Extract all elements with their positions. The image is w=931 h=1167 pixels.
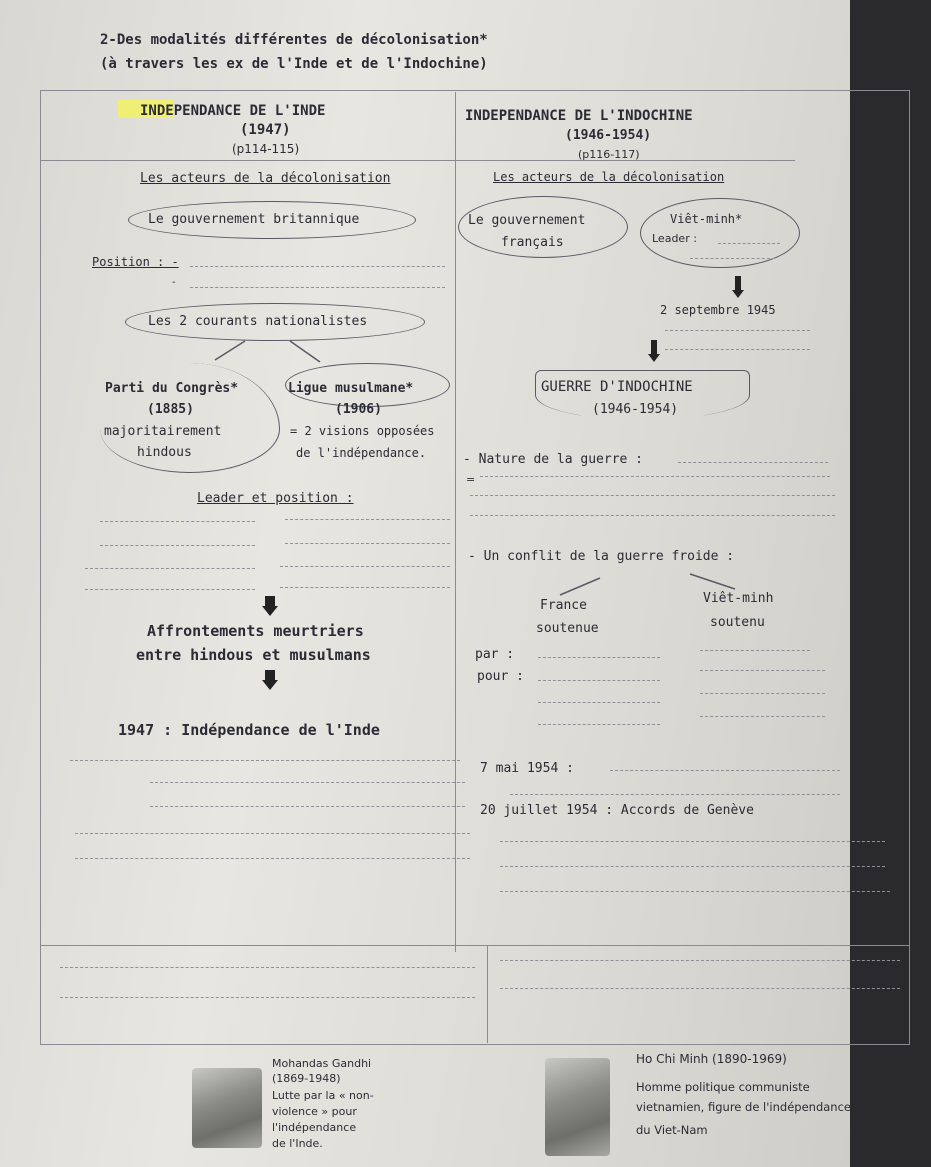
arrow-down-icon bbox=[732, 276, 744, 300]
blank-line bbox=[85, 568, 255, 569]
inde-congres-line3: majoritairement bbox=[104, 424, 222, 439]
blank-line bbox=[500, 988, 900, 989]
inde-position-label: Position : - bbox=[92, 255, 179, 269]
inde-congres-line2: (1885) bbox=[147, 402, 194, 417]
indochine-nature-label: - Nature de la guerre : bbox=[463, 452, 644, 467]
inde-year: (1947) bbox=[240, 122, 291, 138]
blank-line bbox=[610, 770, 840, 771]
indochine-gouv-line1: Le gouvernement bbox=[468, 213, 586, 228]
indochine-juillet-1954: 20 juillet 1954 : Accords de Genève bbox=[480, 803, 754, 818]
blank-line bbox=[75, 858, 470, 859]
blank-line bbox=[538, 680, 660, 681]
blank-line bbox=[700, 693, 825, 694]
indochine-mai-1954: 7 mai 1954 : bbox=[480, 761, 574, 776]
inde-ligue-line3: = 2 visions opposées bbox=[290, 424, 435, 438]
blank-line bbox=[60, 967, 475, 968]
indochine-par-label: par : bbox=[475, 647, 515, 662]
indochine-conflit-label: - Un conflit de la guerre froide : bbox=[468, 549, 735, 564]
blank-line bbox=[500, 866, 885, 867]
blank-line bbox=[150, 806, 465, 807]
indochine-date-1945: 2 septembre 1945 bbox=[660, 303, 776, 317]
hochiminh-line1: Ho Chi Minh (1890-1969) bbox=[636, 1052, 787, 1066]
inde-independance: 1947 : Indépendance de l'Inde bbox=[118, 721, 380, 739]
hochiminh-line2: Homme politique communiste bbox=[636, 1080, 810, 1094]
worksheet-title: 2-Des modalités différentes de décolonisation* bbox=[100, 32, 488, 48]
gandhi-portrait bbox=[192, 1068, 262, 1148]
blank-line bbox=[75, 833, 470, 834]
blank-line bbox=[85, 589, 255, 590]
indochine-guerre-line1: GUERRE D'INDOCHINE bbox=[541, 379, 693, 395]
indochine-france: France bbox=[540, 598, 587, 613]
blank-line bbox=[538, 657, 660, 658]
blank-line bbox=[150, 782, 465, 783]
blank-line bbox=[285, 543, 450, 544]
inde-ligue-line1: Ligue musulmane* bbox=[288, 381, 414, 396]
gandhi-line3: Lutte par la « non- bbox=[272, 1089, 374, 1102]
gandhi-line1: Mohandas Gandhi bbox=[272, 1057, 372, 1070]
blank-line bbox=[70, 760, 460, 761]
blank-line bbox=[500, 960, 900, 961]
inde-gouvernement: Le gouvernement britannique bbox=[148, 212, 360, 227]
indochine-leader-label: Leader : bbox=[652, 232, 697, 245]
blank-line bbox=[500, 841, 885, 842]
gandhi-line6: de l'Inde. bbox=[272, 1137, 323, 1150]
inde-ligue-line4: de l'indépendance. bbox=[296, 446, 427, 460]
blank-line bbox=[480, 476, 830, 477]
inde-acteurs-heading: Les acteurs de la décolonisation bbox=[140, 171, 391, 186]
hochiminh-line4: du Viet-Nam bbox=[636, 1123, 708, 1137]
inde-congres-line1: Parti du Congrès* bbox=[105, 381, 239, 396]
indochine-year: (1946-1954) bbox=[565, 128, 652, 143]
blank-line bbox=[500, 891, 890, 892]
inde-courants: Les 2 courants nationalistes bbox=[148, 314, 368, 329]
hochiminh-line3: vietnamien, figure de l'indépendance bbox=[636, 1100, 851, 1114]
inde-leader-label: Leader et position : bbox=[197, 491, 354, 506]
inde-affrontements-line2: entre hindous et musulmans bbox=[136, 646, 371, 664]
blank-line bbox=[665, 330, 810, 331]
worksheet-subtitle: (à travers les ex de l'Inde et de l'Indochine) bbox=[100, 56, 488, 72]
inde-heading: INDEPENDANCE DE L'INDE bbox=[140, 103, 326, 119]
blank-line bbox=[538, 724, 660, 725]
gandhi-line5: l'indépendance bbox=[272, 1121, 357, 1134]
inde-pages: (p114-115) bbox=[232, 142, 300, 156]
blank-line bbox=[470, 495, 835, 496]
blank-line bbox=[510, 794, 840, 795]
inde-affrontements-line1: Affrontements meurtriers bbox=[147, 622, 364, 640]
gandhi-line2: (1869-1948) bbox=[272, 1072, 341, 1085]
blank-line bbox=[700, 670, 825, 671]
blank-line bbox=[665, 349, 810, 350]
indochine-pages: (p116-117) bbox=[578, 148, 640, 161]
arrow-down-icon bbox=[262, 670, 278, 692]
gandhi-line4: violence » pour bbox=[272, 1105, 357, 1118]
dash-mark: - bbox=[172, 277, 176, 288]
blank-line bbox=[700, 650, 810, 651]
blank-line bbox=[285, 519, 450, 520]
indochine-pour-label: pour : bbox=[477, 669, 524, 684]
blank-line bbox=[470, 515, 835, 516]
blank-line bbox=[60, 997, 475, 998]
indochine-guerre-line2: (1946-1954) bbox=[592, 402, 679, 417]
indochine-acteurs-heading: Les acteurs de la décolonisation bbox=[493, 170, 725, 184]
indochine-vietminh: Viêt-minh* bbox=[670, 212, 743, 226]
blank-line bbox=[690, 258, 775, 259]
inde-congres-line4: hindous bbox=[137, 445, 192, 460]
indochine-vietminh-soutenu: soutenu bbox=[710, 615, 765, 630]
blank-line bbox=[678, 462, 828, 463]
blank-line bbox=[718, 243, 780, 244]
arrow-down-icon bbox=[648, 340, 660, 364]
hochiminh-portrait bbox=[545, 1058, 610, 1156]
inde-ligue-line2: (1906) bbox=[335, 402, 382, 417]
indochine-vietminh-2: Viêt-minh bbox=[703, 591, 774, 606]
blank-line bbox=[280, 587, 450, 588]
indochine-heading: INDEPENDANCE DE L'INDOCHINE bbox=[465, 108, 693, 124]
indochine-gouv-line2: français bbox=[501, 235, 564, 250]
blank-line bbox=[100, 545, 255, 546]
blank-line bbox=[538, 702, 660, 703]
blank-line bbox=[280, 566, 450, 567]
blank-line bbox=[100, 521, 255, 522]
indochine-france-soutenue: soutenue bbox=[536, 621, 599, 636]
arrow-down-icon bbox=[262, 596, 278, 618]
dash-mark: = bbox=[466, 473, 476, 486]
blank-line bbox=[700, 716, 825, 717]
